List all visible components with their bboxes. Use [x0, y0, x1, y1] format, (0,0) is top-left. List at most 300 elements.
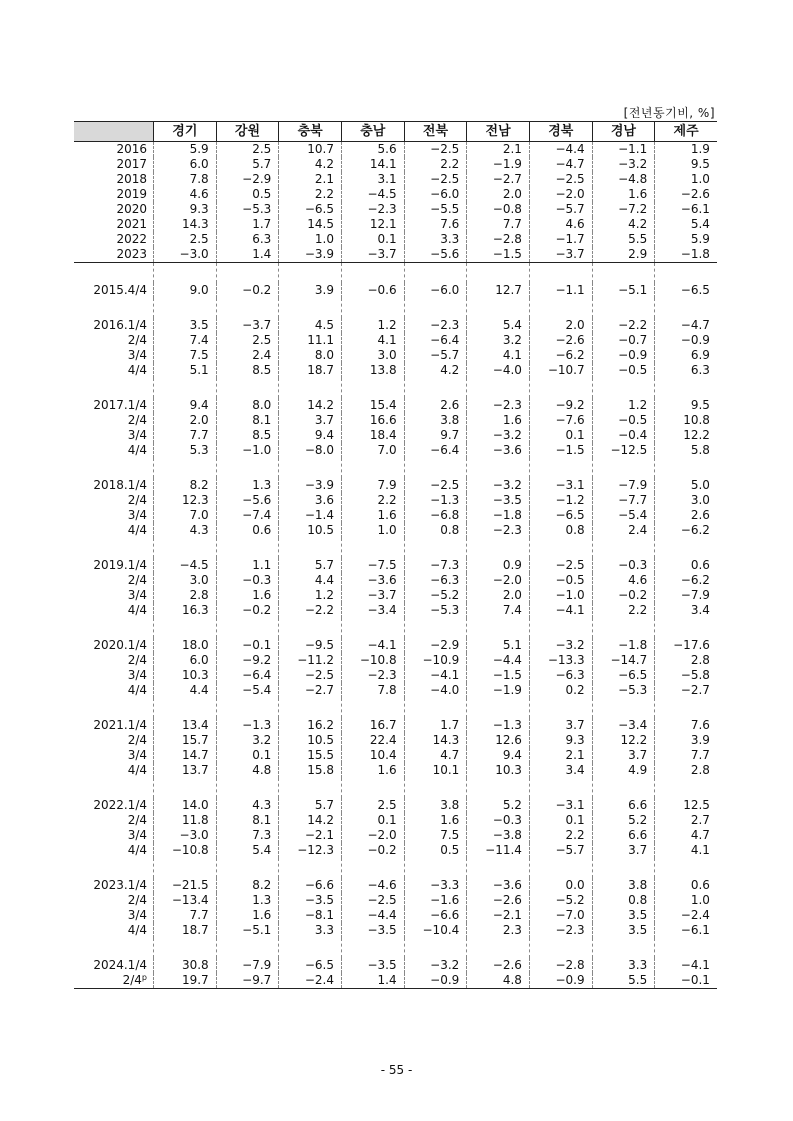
table-cell: 4.6: [529, 217, 592, 232]
table-cell: 7.7: [466, 217, 529, 232]
table-cell: 1.2: [341, 318, 404, 333]
gap-cell: [529, 858, 592, 878]
table-cell: 5.1: [153, 363, 216, 378]
table-row: [74, 247, 717, 263]
table-cell: 0.6: [654, 878, 717, 893]
table-cell: 8.2: [153, 478, 216, 493]
row-label-text: 2/4: [127, 653, 147, 667]
table-cell: −0.2: [216, 603, 279, 618]
table-cell: −9.2: [216, 653, 279, 668]
table-row: [74, 333, 717, 348]
table-cell: −6.0: [404, 283, 467, 298]
gap-cell: [592, 298, 655, 318]
table-cell: −2.1: [278, 828, 341, 843]
row-label-text: 2018.1/4: [93, 478, 147, 492]
table-cell: −8.0: [278, 443, 341, 458]
table-cell: −3.4: [592, 718, 655, 733]
table-cell: 2.5: [216, 333, 279, 348]
table-cell: −3.6: [466, 878, 529, 893]
table-cell: −7.5: [341, 558, 404, 573]
row-gap: [74, 858, 717, 878]
table-cell: 2.0: [466, 588, 529, 603]
table-cell: −6.5: [278, 958, 341, 973]
table-cell: −2.5: [529, 558, 592, 573]
table-cell: 0.5: [404, 843, 467, 858]
table-cell: −3.5: [278, 893, 341, 908]
table-row: [74, 508, 717, 523]
table-cell: 9.5: [654, 398, 717, 413]
table-cell: −1.5: [529, 443, 592, 458]
table-cell: 0.8: [592, 893, 655, 908]
table-cell: 4.8: [466, 973, 529, 988]
table-cell: −5.3: [404, 603, 467, 618]
table-cell: 9.3: [529, 733, 592, 748]
table-cell: 15.8: [278, 763, 341, 778]
gap-cell: [466, 458, 529, 478]
table-cell: 0.1: [341, 232, 404, 247]
table-cell: 4.9: [592, 763, 655, 778]
table-cell: −2.4: [278, 973, 341, 988]
table-cell: 3.0: [654, 493, 717, 508]
gap-cell: [529, 618, 592, 638]
table-cell: −4.1: [529, 603, 592, 618]
row-label-text: 2022.1/4: [93, 798, 147, 812]
table-cell: 4.1: [654, 843, 717, 858]
table-cell: 12.5: [654, 798, 717, 813]
table-cell: 1.6: [341, 508, 404, 523]
row-label: [74, 603, 153, 618]
table-cell: −1.3: [466, 718, 529, 733]
gap-cell: [74, 858, 153, 878]
table-cell: −3.1: [529, 798, 592, 813]
table-cell: 3.2: [216, 733, 279, 748]
table-cell: 7.6: [404, 217, 467, 232]
row-gap: [74, 778, 717, 798]
gap-cell: [654, 858, 717, 878]
table-cell: −1.5: [466, 668, 529, 683]
table-row: [74, 923, 717, 938]
table-cell: 1.6: [466, 413, 529, 428]
table-cell: 7.0: [341, 443, 404, 458]
table-row: [74, 172, 717, 187]
table-cell: 15.5: [278, 748, 341, 763]
table-cell: 0.1: [529, 813, 592, 828]
gap-cell: [654, 698, 717, 718]
gap-cell: [74, 458, 153, 478]
table-cell: 2.9: [592, 247, 655, 262]
table-cell: 22.4: [341, 733, 404, 748]
table-cell: 7.9: [341, 478, 404, 493]
row-label-text: 2019: [116, 187, 147, 201]
table-cell: −10.8: [341, 653, 404, 668]
column-header: 경기: [153, 122, 216, 141]
table-cell: 7.4: [466, 603, 529, 618]
table-cell: 8.5: [216, 428, 279, 443]
table-cell: −1.0: [529, 588, 592, 603]
table-cell: 0.1: [216, 748, 279, 763]
table-cell: −2.3: [466, 523, 529, 538]
gap-cell: [153, 938, 216, 958]
table-cell: 3.7: [592, 748, 655, 763]
row-label-text: 2016: [116, 142, 147, 156]
table-cell: 7.8: [341, 683, 404, 698]
table-cell: −1.8: [592, 638, 655, 653]
gap-cell: [529, 778, 592, 798]
gap-cell: [404, 458, 467, 478]
row-label-text: 4/4: [127, 523, 147, 537]
table-cell: 5.3: [153, 443, 216, 458]
gap-cell: [654, 378, 717, 398]
row-label-text: 3/4: [127, 588, 147, 602]
row-label: [74, 973, 153, 988]
row-label-text: 4/4: [127, 763, 147, 777]
table-row: [74, 733, 717, 748]
table-cell: −0.6: [341, 283, 404, 298]
table-cell: −0.5: [592, 413, 655, 428]
gap-cell: [404, 778, 467, 798]
table-cell: −2.6: [466, 893, 529, 908]
table-cell: 5.7: [278, 558, 341, 573]
column-header: 전북: [404, 122, 467, 141]
table-cell: −7.9: [216, 958, 279, 973]
row-label: [74, 733, 153, 748]
table-cell: 1.6: [216, 588, 279, 603]
table-row: [74, 603, 717, 618]
gap-cell: [278, 263, 341, 283]
table-cell: 9.5: [654, 157, 717, 172]
table-row: [74, 142, 717, 157]
gap-cell: [466, 698, 529, 718]
gap-cell: [278, 458, 341, 478]
table-cell: −2.8: [529, 958, 592, 973]
row-gap: [74, 458, 717, 478]
table-cell: −0.9: [529, 973, 592, 988]
table-row: [74, 813, 717, 828]
table-cell: 3.4: [654, 603, 717, 618]
row-label: [74, 843, 153, 858]
table-cell: 0.9: [466, 558, 529, 573]
row-label-text: 2/4: [127, 893, 147, 907]
table-cell: 1.7: [404, 718, 467, 733]
table-cell: 3.6: [278, 493, 341, 508]
table-cell: −3.6: [466, 443, 529, 458]
column-header: 경남: [592, 122, 655, 141]
table-cell: 2.8: [654, 763, 717, 778]
table-cell: 16.7: [341, 718, 404, 733]
table-row: [74, 958, 717, 973]
table-cell: 9.4: [278, 428, 341, 443]
table-cell: 6.6: [592, 828, 655, 843]
gap-cell: [216, 458, 279, 478]
gap-cell: [404, 618, 467, 638]
table-cell: 4.7: [654, 828, 717, 843]
table-cell: −4.5: [153, 558, 216, 573]
table-cell: 1.3: [216, 893, 279, 908]
gap-cell: [404, 263, 467, 283]
gap-cell: [153, 698, 216, 718]
table-cell: −6.5: [278, 202, 341, 217]
table-cell: 2.4: [592, 523, 655, 538]
row-label-text: 2016.1/4: [93, 318, 147, 332]
table-cell: 12.2: [592, 733, 655, 748]
table-cell: 1.6: [592, 187, 655, 202]
table-cell: 2.5: [216, 142, 279, 157]
table-cell: 18.7: [278, 363, 341, 378]
gap-cell: [74, 538, 153, 558]
row-label: [74, 443, 153, 458]
table-row: [74, 558, 717, 573]
gap-cell: [74, 938, 153, 958]
gap-cell: [74, 618, 153, 638]
table-cell: −9.5: [278, 638, 341, 653]
table-cell: −2.3: [529, 923, 592, 938]
table-cell: 3.0: [153, 573, 216, 588]
gap-cell: [654, 298, 717, 318]
row-label-text: 4/4: [127, 923, 147, 937]
table-cell: 14.2: [278, 813, 341, 828]
table-row: [74, 908, 717, 923]
gap-cell: [216, 263, 279, 283]
row-label-text: 2/4: [127, 813, 147, 827]
gap-cell: [153, 858, 216, 878]
table-cell: 12.7: [466, 283, 529, 298]
gap-cell: [404, 858, 467, 878]
table-cell: 14.7: [153, 748, 216, 763]
table-cell: 5.7: [278, 798, 341, 813]
table-cell: −2.9: [216, 172, 279, 187]
row-gap: [74, 698, 717, 718]
table-cell: −7.0: [529, 908, 592, 923]
table-cell: 1.6: [216, 908, 279, 923]
page-number: - 55 -: [380, 1063, 413, 1077]
gap-cell: [592, 263, 655, 283]
table-cell: −11.4: [466, 843, 529, 858]
table-cell: 9.7: [404, 428, 467, 443]
table-cell: 5.6: [341, 142, 404, 157]
table-cell: 4.7: [404, 748, 467, 763]
table-cell: 3.4: [529, 763, 592, 778]
table-cell: −0.2: [216, 283, 279, 298]
table-row: [74, 748, 717, 763]
table-row: [74, 683, 717, 698]
row-label: [74, 558, 153, 573]
table-cell: 6.3: [654, 363, 717, 378]
table-cell: −3.5: [466, 493, 529, 508]
table-cell: −0.2: [592, 588, 655, 603]
row-label-text: 2023: [116, 247, 147, 261]
gap-cell: [153, 778, 216, 798]
table-cell: −0.5: [592, 363, 655, 378]
table-cell: 2.8: [654, 653, 717, 668]
row-label-text: 3/4: [127, 348, 147, 362]
table-cell: 2.1: [529, 748, 592, 763]
table-cell: 30.8: [153, 958, 216, 973]
gap-cell: [592, 458, 655, 478]
row-label: [74, 493, 153, 508]
column-header: 제주: [654, 122, 717, 141]
table-row: [74, 478, 717, 493]
table-cell: −4.7: [529, 157, 592, 172]
table-cell: −4.0: [404, 683, 467, 698]
gap-cell: [654, 938, 717, 958]
row-label: [74, 668, 153, 683]
table-cell: 3.7: [278, 413, 341, 428]
table-cell: −4.1: [404, 668, 467, 683]
table-cell: 8.2: [216, 878, 279, 893]
table-cell: −2.7: [654, 683, 717, 698]
table-cell: −7.6: [529, 413, 592, 428]
row-label: [74, 813, 153, 828]
table-cell: 0.1: [529, 428, 592, 443]
table-cell: 3.8: [404, 798, 467, 813]
row-label: [74, 478, 153, 493]
row-label: [74, 908, 153, 923]
table-cell: 5.7: [216, 157, 279, 172]
table-cell: −8.1: [278, 908, 341, 923]
table-row: [74, 217, 717, 232]
table-cell: −3.7: [341, 247, 404, 262]
gap-cell: [404, 538, 467, 558]
gap-cell: [341, 298, 404, 318]
table-cell: −2.9: [404, 638, 467, 653]
table-cell: −5.7: [404, 348, 467, 363]
table-cell: 7.0: [153, 508, 216, 523]
table-cell: −10.7: [529, 363, 592, 378]
table-cell: 10.3: [153, 668, 216, 683]
table-row: [74, 878, 717, 893]
table-cell: 4.6: [153, 187, 216, 202]
table-cell: 3.1: [341, 172, 404, 187]
row-label: [74, 893, 153, 908]
table-cell: 4.1: [341, 333, 404, 348]
row-label-text: 2022: [116, 232, 147, 246]
table-cell: 2.2: [404, 157, 467, 172]
table-row: [74, 893, 717, 908]
table-cell: 0.8: [404, 523, 467, 538]
table-row: [74, 718, 717, 733]
table-cell: 5.2: [466, 798, 529, 813]
table-cell: −2.3: [341, 202, 404, 217]
table-cell: 10.5: [278, 523, 341, 538]
table-row: [74, 653, 717, 668]
table-cell: 12.1: [341, 217, 404, 232]
table-cell: 5.0: [654, 478, 717, 493]
table-cell: 2.5: [341, 798, 404, 813]
table-cell: −13.3: [529, 653, 592, 668]
table-cell: 16.3: [153, 603, 216, 618]
table-cell: 2.7: [654, 813, 717, 828]
table-cell: 1.6: [404, 813, 467, 828]
table-cell: 14.2: [278, 398, 341, 413]
row-label: [74, 763, 153, 778]
table-cell: 2.0: [466, 187, 529, 202]
row-label-text: 3/4: [127, 668, 147, 682]
gap-cell: [592, 938, 655, 958]
column-header: 경북: [529, 122, 592, 141]
table-cell: 1.0: [278, 232, 341, 247]
gap-cell: [153, 538, 216, 558]
table-cell: 2.2: [341, 493, 404, 508]
table-cell: −6.5: [529, 508, 592, 523]
table-cell: 8.0: [216, 398, 279, 413]
table-cell: 0.6: [654, 558, 717, 573]
table-cell: 12.2: [654, 428, 717, 443]
table-cell: −0.3: [592, 558, 655, 573]
table-cell: −5.2: [529, 893, 592, 908]
table-cell: −2.7: [466, 172, 529, 187]
table-cell: −5.4: [592, 508, 655, 523]
table-cell: 5.8: [654, 443, 717, 458]
gap-cell: [341, 618, 404, 638]
table-cell: 4.2: [404, 363, 467, 378]
table-cell: −3.2: [592, 157, 655, 172]
table-cell: −4.6: [341, 878, 404, 893]
table-cell: 6.3: [216, 232, 279, 247]
table-cell: −6.4: [404, 333, 467, 348]
table-cell: −10.9: [404, 653, 467, 668]
table-cell: −4.4: [529, 142, 592, 157]
row-label: [74, 523, 153, 538]
gap-cell: [341, 858, 404, 878]
table-cell: 4.6: [592, 573, 655, 588]
row-gap: [74, 618, 717, 638]
row-label-text: 3/4: [127, 428, 147, 442]
table-cell: −3.2: [466, 478, 529, 493]
row-label: [74, 142, 153, 157]
table-cell: 5.9: [153, 142, 216, 157]
row-label: [74, 718, 153, 733]
gap-cell: [278, 938, 341, 958]
table-cell: 3.8: [592, 878, 655, 893]
table-row: [74, 348, 717, 363]
table-cell: 4.2: [592, 217, 655, 232]
row-label: [74, 333, 153, 348]
table-cell: 16.2: [278, 718, 341, 733]
table-cell: −10.8: [153, 843, 216, 858]
gap-cell: [278, 298, 341, 318]
row-label-text: 3/4: [127, 748, 147, 762]
gap-cell: [278, 618, 341, 638]
table-cell: 8.5: [216, 363, 279, 378]
row-label-text: 2021.1/4: [93, 718, 147, 732]
table-cell: 4.8: [216, 763, 279, 778]
table-cell: −1.3: [216, 718, 279, 733]
gap-cell: [654, 538, 717, 558]
row-label: [74, 878, 153, 893]
table-cell: 15.4: [341, 398, 404, 413]
table-cell: −5.4: [216, 683, 279, 698]
table-cell: 14.0: [153, 798, 216, 813]
table-cell: −5.8: [654, 668, 717, 683]
table-cell: 3.0: [341, 348, 404, 363]
table-row: [74, 202, 717, 217]
row-label: [74, 202, 153, 217]
table-cell: −0.9: [654, 333, 717, 348]
table-cell: −0.4: [592, 428, 655, 443]
unit-label: [전년동기비, %]: [623, 106, 715, 120]
table-cell: 8.0: [278, 348, 341, 363]
table-cell: −6.5: [592, 668, 655, 683]
table-row: [74, 398, 717, 413]
table-cell: −6.4: [216, 668, 279, 683]
row-label-text: 2/4: [122, 973, 142, 987]
table-cell: −2.5: [529, 172, 592, 187]
row-label: [74, 508, 153, 523]
table-cell: 2.3: [466, 923, 529, 938]
table-cell: −4.1: [654, 958, 717, 973]
row-label-text: 2/4: [127, 733, 147, 747]
gap-cell: [529, 538, 592, 558]
